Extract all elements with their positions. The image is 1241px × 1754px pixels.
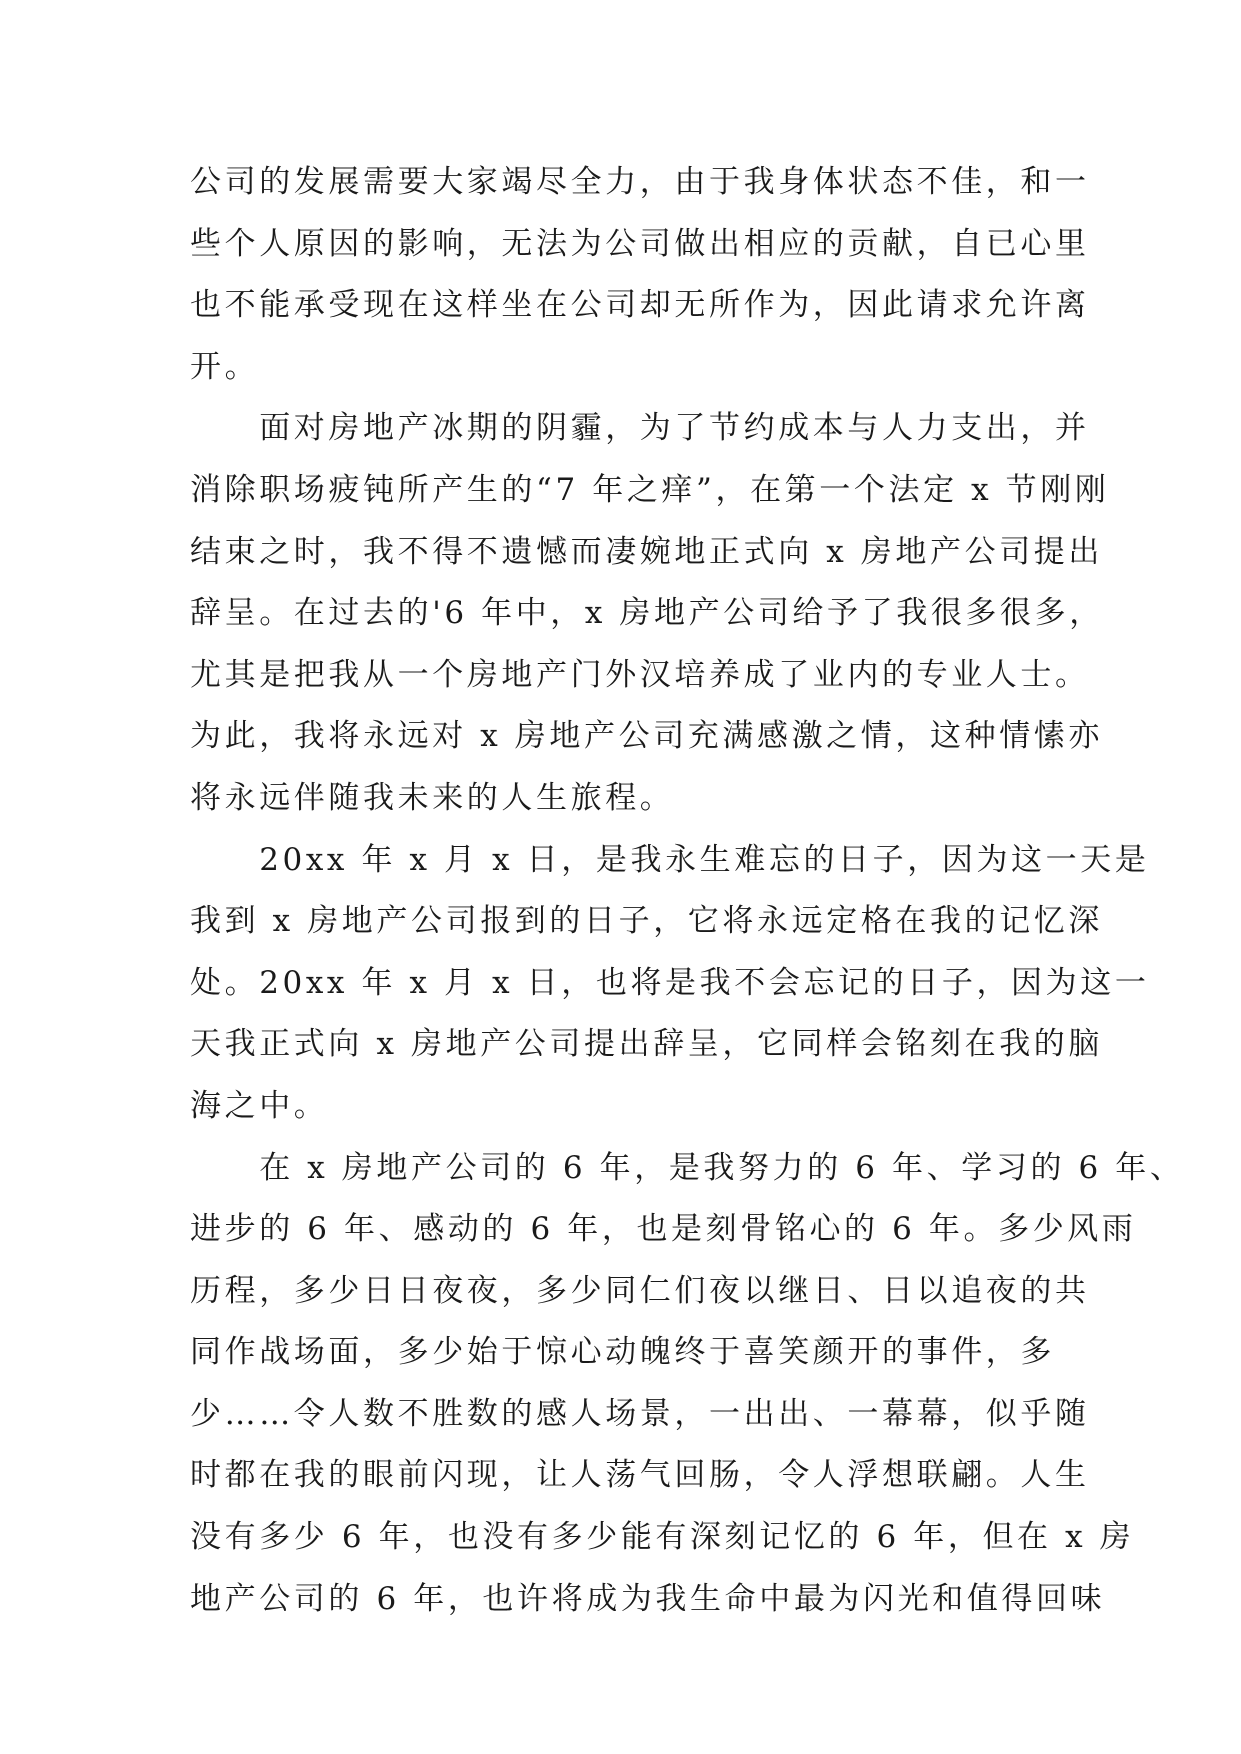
text-line: 处。20xx 年 x 月 x 日，也将是我不会忘记的日子，因为这一 <box>190 964 1150 1001</box>
text-line: 些个人原因的影响，无法为公司做出相应的贡献，自已心里 <box>190 225 1090 262</box>
text-line: 为此，我将永远对 x 房地产公司充满感激之情，这种情愫亦 <box>190 718 1103 755</box>
text-line: 没有多少 6 年，也没有多少能有深刻记忆的 6 年，但在 x 房 <box>190 1519 1135 1556</box>
text-line: 消除职场疲钝所产生的“7 年之痒”，在第一个法定 x 节刚刚 <box>190 471 1110 508</box>
text-line: 20xx 年 x 月 x 日，是我永生难忘的日子，因为这一天是 <box>190 841 1150 878</box>
text-line: 我到 x 房地产公司报到的日子，它将永远定格在我的记忆深 <box>190 903 1103 940</box>
text-line: 将永远伴随我未来的人生旅程。 <box>190 779 675 816</box>
text-line: 同作战场面，多少始于惊心动魄终于喜笑颜开的事件，多 <box>190 1334 1055 1371</box>
text-line: 结束之时，我不得不遗憾而凄婉地正式向 x 房地产公司提出 <box>190 533 1103 570</box>
text-line: 地产公司的 6 年，也许将成为我生命中最为闪光和值得回味 <box>190 1580 1106 1617</box>
text-line: 在 x 房地产公司的 6 年，是我努力的 6 年、学习的 6 年、 <box>190 1149 1185 1186</box>
text-line: 进步的 6 年、感动的 6 年，也是刻骨铭心的 6 年。多少风雨 <box>190 1211 1137 1248</box>
text-line: 面对房地产冰期的阴霾，为了节约成本与人力支出，并 <box>190 410 1090 447</box>
text-line: 海之中。 <box>190 1087 329 1124</box>
text-line: 也不能承受现在这样坐在公司却无所作为，因此请求允许离 <box>190 287 1090 324</box>
text-line: 开。 <box>190 348 260 385</box>
text-line: 少……令人数不胜数的感人场景，一出出、一幕幕，似乎随 <box>190 1395 1090 1432</box>
text-line: 公司的发展需要大家竭尽全力，由于我身体状态不佳，和一 <box>190 164 1090 200</box>
text-line: 时都在我的眼前闪现，让人荡气回肠，令人浮想联翩。人生 <box>190 1457 1090 1494</box>
text-line: 历程，多少日日夜夜，多少同仁们夜以继日、日以追夜的共 <box>190 1272 1090 1309</box>
body-text <box>190 152 1185 1630</box>
text-line: 辞呈。在过去的'6 年中，x 房地产公司给予了我很多很多， <box>190 595 1104 632</box>
text-line: 天我正式向 x 房地产公司提出辞呈，它同样会铭刻在我的脑 <box>190 1026 1103 1063</box>
text-line: 尤其是把我从一个房地产门外汉培养成了业内的专业人士。 <box>190 656 1090 693</box>
